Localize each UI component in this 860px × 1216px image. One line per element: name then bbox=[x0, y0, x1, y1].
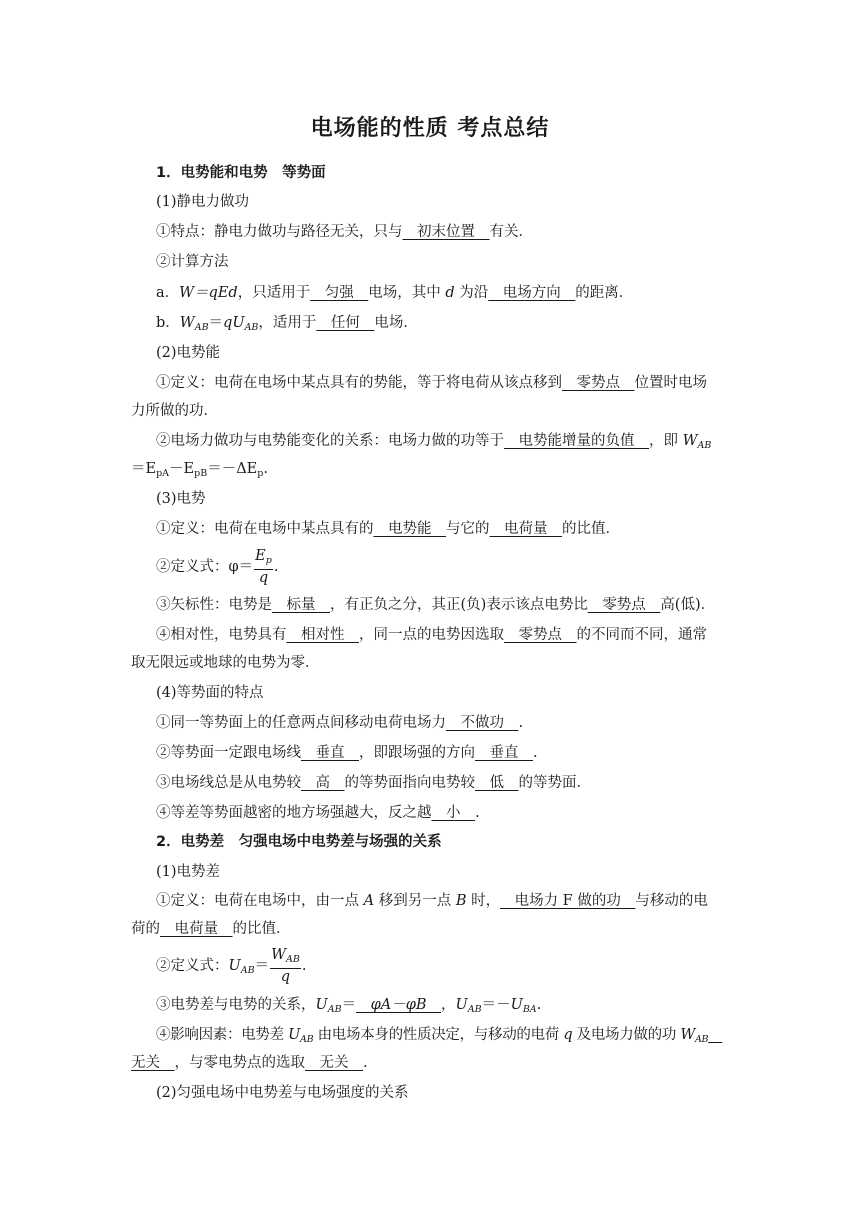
answer-blank: __零势点__ bbox=[504, 627, 577, 643]
paragraph-line: 无关__，与零电势点的选取__无关__. bbox=[131, 1055, 368, 1071]
paragraph-line: $=E_{pA}-E_{pB}=-\Delta E_p$. bbox=[131, 461, 268, 479]
paragraph-line: 荷的__电荷量__的比值． bbox=[131, 921, 291, 937]
paragraph-line: ①定义：电荷在电场中某点具有的势能，等于将电荷从该点移到__零势点__位置时电场 bbox=[156, 375, 707, 391]
paragraph-line: ①特点：静电力做功与路径无关，只与__初末位置__有关． bbox=[156, 224, 533, 240]
list-item: ③电场线总是从电势较__高__的等势面指向电势较__低__的等势面． bbox=[156, 775, 591, 791]
answer-blank: __电势能增量的负值__ bbox=[504, 433, 649, 449]
answer-blank: __不做功__ bbox=[446, 715, 519, 731]
answer-blank: __零势点__ bbox=[587, 597, 661, 613]
answer-blank: __电荷量__ bbox=[160, 921, 233, 937]
answer-blank: __垂直__ bbox=[475, 745, 533, 761]
subsection-title: (3)电势 bbox=[156, 491, 206, 507]
answer-blank: __无关__ bbox=[305, 1055, 363, 1071]
answer-blank: __φA－φB__ bbox=[356, 997, 442, 1013]
subsection-title: (1)静电力做功 bbox=[156, 194, 250, 210]
fraction: $\frac{E_p}{q}$ bbox=[255, 548, 272, 586]
list-item: ②等势面一定跟电场线__垂直__，即跟场强的方向__垂直__. bbox=[156, 745, 538, 761]
answer-blank: __垂直__ bbox=[301, 745, 359, 761]
answer-blank: 无关__ bbox=[131, 1055, 175, 1071]
paragraph-line: a．W＝qEd，只适用于__匀强__电场，其中 d 为沿__电场方向__的距离． bbox=[156, 285, 634, 301]
formula-line: ②定义式：$U_{AB}=$ $\frac{W_{AB}}{q}$ . bbox=[156, 947, 307, 985]
fraction: $\frac{W_{AB}}{q}$ bbox=[271, 947, 300, 985]
answer-blank: __电荷量__ bbox=[489, 521, 562, 537]
list-item: ④等差等势面越密的地方场强越大，反之越__小__. bbox=[156, 805, 480, 821]
answer-blank: __高__ bbox=[301, 775, 345, 791]
paragraph-line: ②电场力做功与电势能变化的关系：电场力做的功等于__电势能增量的负值__，即 $W_{AB}$ bbox=[156, 433, 712, 451]
paragraph-line: 取无限远或地球的电势为零． bbox=[131, 655, 320, 671]
paragraph-line: b．$W_{AB}=qU_{AB}$，适用于__任何__电场． bbox=[156, 315, 418, 333]
subsection-title: (2)匀强电场中电势差与电场强度的关系 bbox=[156, 1085, 409, 1101]
subsection-title: (1)电势差 bbox=[156, 864, 221, 880]
answer-blank: __电势能__ bbox=[373, 521, 446, 537]
answer-blank: __电场力 F 做的功__ bbox=[500, 893, 636, 909]
formula-line: ②定义式：φ＝ $\frac{E_p}{q}$ . bbox=[156, 548, 279, 586]
answer-blank: __电场方向__ bbox=[488, 285, 576, 301]
paragraph-line: ②计算方法 bbox=[156, 254, 229, 270]
section-1-heading: 1．电势能和电势 等势面 bbox=[156, 165, 326, 181]
answer-blank: __ bbox=[708, 1027, 723, 1043]
subsection-title: (4)等势面的特点 bbox=[156, 685, 264, 701]
answer-blank: __标量__ bbox=[272, 597, 330, 613]
paragraph-line: ①定义：电荷在电场中，由一点 A 移到另一点 B 时，__电场力 F 做的功__与移动的电 bbox=[156, 893, 708, 909]
answer-blank: __初末位置__ bbox=[402, 224, 490, 240]
answer-blank: __任何__ bbox=[316, 315, 375, 331]
paragraph-line: ③电势差与电势的关系，$U_{AB}=\_\_\varphi A-\varphi B\_\_$，$U_{AB}=-U_{BA}$. bbox=[156, 997, 542, 1015]
answer-blank: __零势点__ bbox=[562, 375, 635, 391]
answer-blank: __低__ bbox=[475, 775, 519, 791]
paragraph-line: ③矢标性：电势是__标量__，有正负之分，其正(负)表示该点电势比__零势点__高(低)． bbox=[156, 597, 716, 613]
page-title: 电场能的性质 考点总结 bbox=[310, 116, 550, 141]
section-2-heading: 2．电势差 匀强电场中电势差与场强的关系 bbox=[156, 834, 442, 850]
subsection-title: (2)电势能 bbox=[156, 345, 221, 361]
paragraph-line: 力所做的功． bbox=[131, 403, 218, 419]
paragraph-line: ①定义：电荷在电场中某点具有的__电势能__与它的__电荷量__的比值． bbox=[156, 521, 620, 537]
paragraph-line: ④相对性，电势具有__相对性__，同一点的电势因选取__零势点__的不同而不同，通常 bbox=[156, 627, 707, 643]
answer-blank: __相对性__ bbox=[286, 627, 359, 643]
answer-blank: __小__ bbox=[431, 805, 475, 821]
answer-blank: __匀强__ bbox=[310, 285, 369, 301]
paragraph-line: ④影响因素：电势差 $U_{AB}$ 由电场本身的性质决定，与移动的电荷 q 及电场力做的功 $W_{AB}\_\_$ bbox=[156, 1027, 723, 1045]
list-item: ①同一等势面上的任意两点间移动电荷电场力__不做功__. bbox=[156, 715, 524, 731]
